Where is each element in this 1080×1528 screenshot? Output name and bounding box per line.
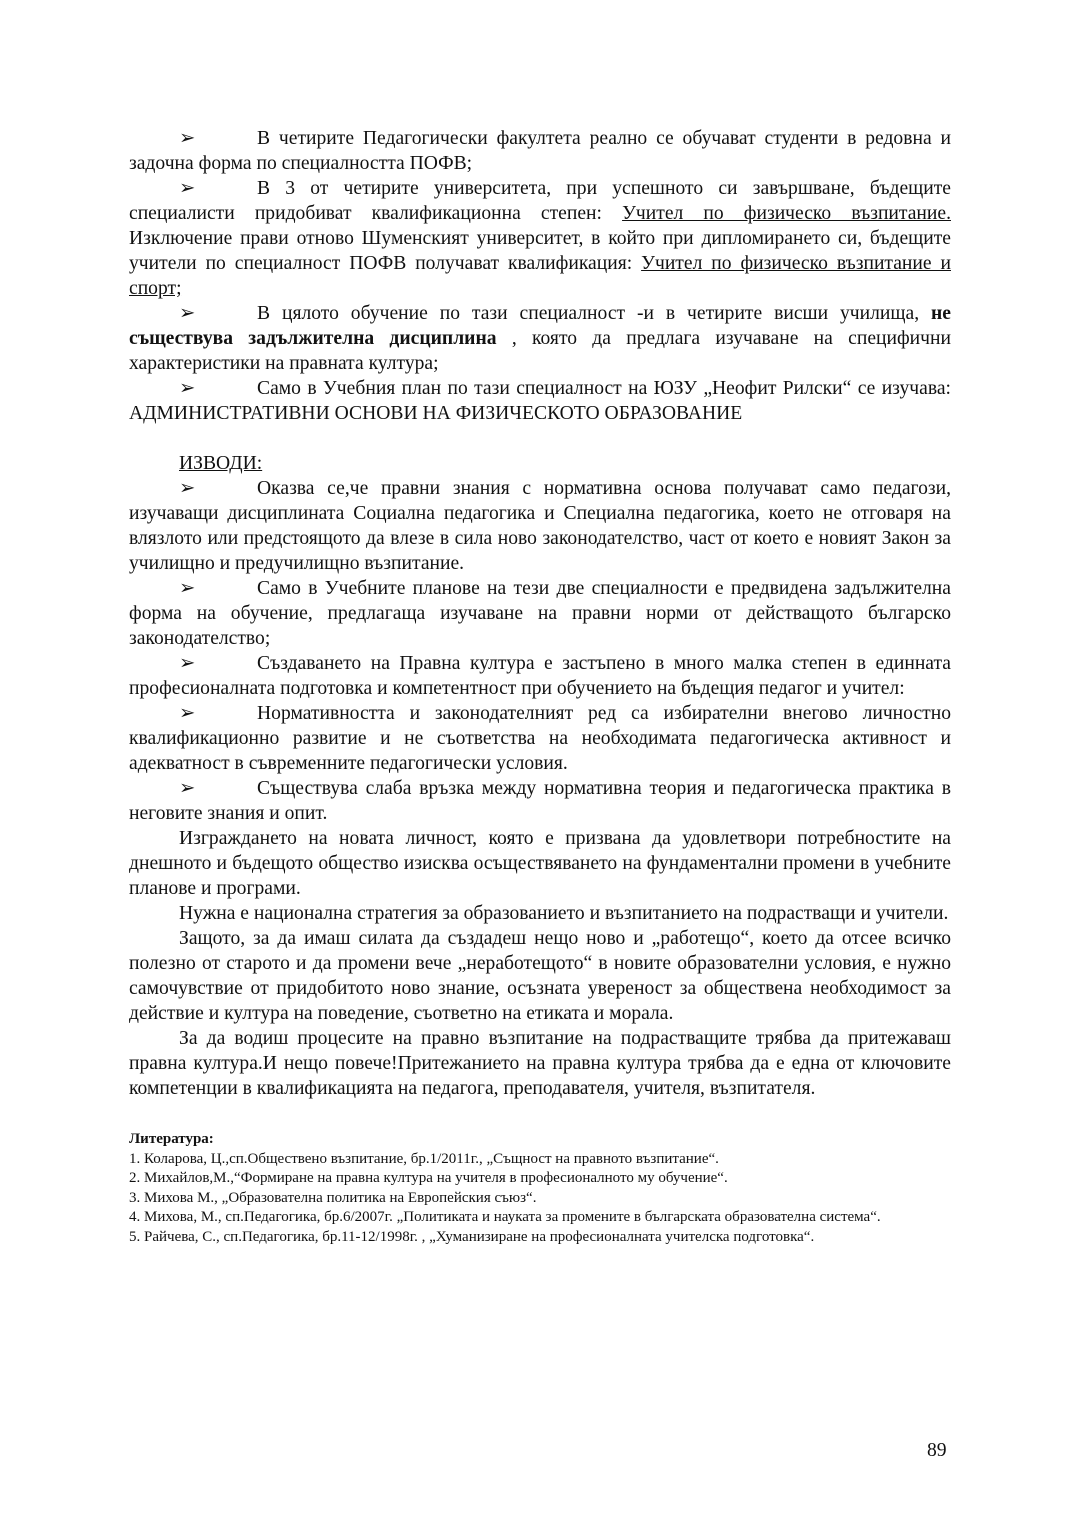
body-paragraph: Нужна е национална стратегия за образованието и възпитанието на подрастващи и учители. [179, 903, 949, 924]
arrow-bullet-icon: ➢ [179, 178, 196, 199]
bullet-item: ➢ Съществува слаба връзка между нормативна теория и педагогическа практика в неговите знания и опит. [129, 778, 951, 824]
arrow-bullet-icon: ➢ [179, 653, 196, 674]
bullet-item: ➢ Създаването на Правна култура е застъпено в много малка степен в единната професионалната подготовка и компетентност при обучението на бъдещия педагог и учител: [129, 653, 951, 699]
body-paragraph: Защото, за да имаш силата да създадеш нещо ново и „работещо“, което да отсее всичко полезно от старото и да промени вече „неработещото“ в новите образователни условия, е нужно самочувствие от придобитото ново знание, осъзната увереност за обществена необходимост за действие и култура на поведение, съответно на етиката и морала. [129, 928, 951, 1024]
reference-item: 5. Райчева, С., сп.Педагогика, бр.11-12/1998г. , „Хуманизиране на професионалната учителска подготовка“. [129, 1228, 815, 1245]
document-page [129, 126, 951, 1248]
bold-emphasis: не съществува задължителна дисциплина [129, 303, 951, 349]
bullet-item: ➢ Нормативността и законодателният ред са избирателни внегово личностно квалификационно развитие и не съответства на необходимата педагогическа активност и адекватност в съвременните педагогически условия. [129, 703, 951, 774]
arrow-bullet-icon: ➢ [179, 478, 196, 499]
reference-item: 1. Коларова, Ц.,сп.Обществено възпитание, бр.1/2011г., „Същност на правното възпитание“. [129, 1150, 719, 1167]
arrow-bullet-icon: ➢ [179, 778, 196, 799]
bullet-item: ➢ В цялото обучение по тази специалност -и в четирите висши училища, не съществува задължителна дисциплина , която да предлага изучаване на специфични характеристики на правната култура; [129, 303, 951, 374]
conclusions-heading: ИЗВОДИ: [179, 453, 263, 474]
bullet-item: ➢ В четирите Педагогически факултета реално се обучават студенти в редовна и задочна форма по специалността ПОФВ; [129, 128, 951, 174]
arrow-bullet-icon: ➢ [179, 378, 196, 399]
arrow-bullet-icon: ➢ [179, 703, 196, 724]
arrow-bullet-icon: ➢ [179, 303, 196, 324]
page-number: 89 [927, 1440, 947, 1461]
bullet-item: ➢ В 3 от четирите университета, при успешното си завършване, бъдещите специалисти придобиват квалификационна степен: Учител по физическо възпитание. Изключение прави отново Шуменският университет, в който при дипломирането си, бъдещите учители по специалност ПОФВ получават квалификация: Учител по физическо възпитание и спорт; [129, 178, 951, 299]
arrow-bullet-icon: ➢ [179, 578, 196, 599]
literature-section [129, 1131, 951, 1246]
arrow-bullet-icon: ➢ [179, 128, 196, 149]
body-paragraph: За да водиш процесите на правно възпитание на подрастващите трябва да притежаваш правна култура.И нещо повече!Притежанието на правна култура трябва да е една от ключовите компетенции в квалификацията на педагога, преподавателя, учителя, възпитателя. [129, 1028, 951, 1099]
body-paragraph: Изграждането на новата личност, която е призвана да удовлетвори потребностите на днешното и бъдещото общество изисква осъществяването на фундаментални промени в учебните планове и програми. [129, 828, 951, 899]
reference-item: 3. Михова М., „Образователна политика на Европейския съюз“. [129, 1189, 537, 1206]
reference-item: 2. Михайлов,М.,“Формиране на правна култура на учителя в професионалното му обучение“. [129, 1170, 728, 1186]
literature-title: Литература: [129, 1131, 214, 1147]
bullet-item: ➢ Само в Учебния план по тази специалност на ЮЗУ „Неофит Рилски“ се изучава: АДМИНИСТРАТИВНИ ОСНОВИ НА ФИЗИЧЕСКОТО ОБРАЗОВАНИЕ [129, 378, 951, 424]
bullet-item: ➢ Само в Учебните планове на тези две специалности е предвидена задължителна форма на обучение, предлагаща изучаване на правни норми от действащото българско законодателство; [129, 578, 951, 649]
underlined-qualification: Учител по физическо възпитание. [622, 203, 951, 224]
reference-item: 4. Михова, М., сп.Педагогика, бр.6/2007г. „Политиката и науката за промените в българската образователна система“. [129, 1209, 881, 1225]
bullet-item: ➢ Оказва се,че правни знания с нормативна основа получават само педагози, изучаващи дисциплината Социална педагогика и Специална педагогика, което не отговаря на влязлото или предстоящото да влезе в сила ново законодателство, част от което е новият Закон за училищно и предучилищно възпитание. [129, 478, 951, 574]
underlined-qualification: Учител по физическо възпитание и спорт; [129, 253, 951, 299]
